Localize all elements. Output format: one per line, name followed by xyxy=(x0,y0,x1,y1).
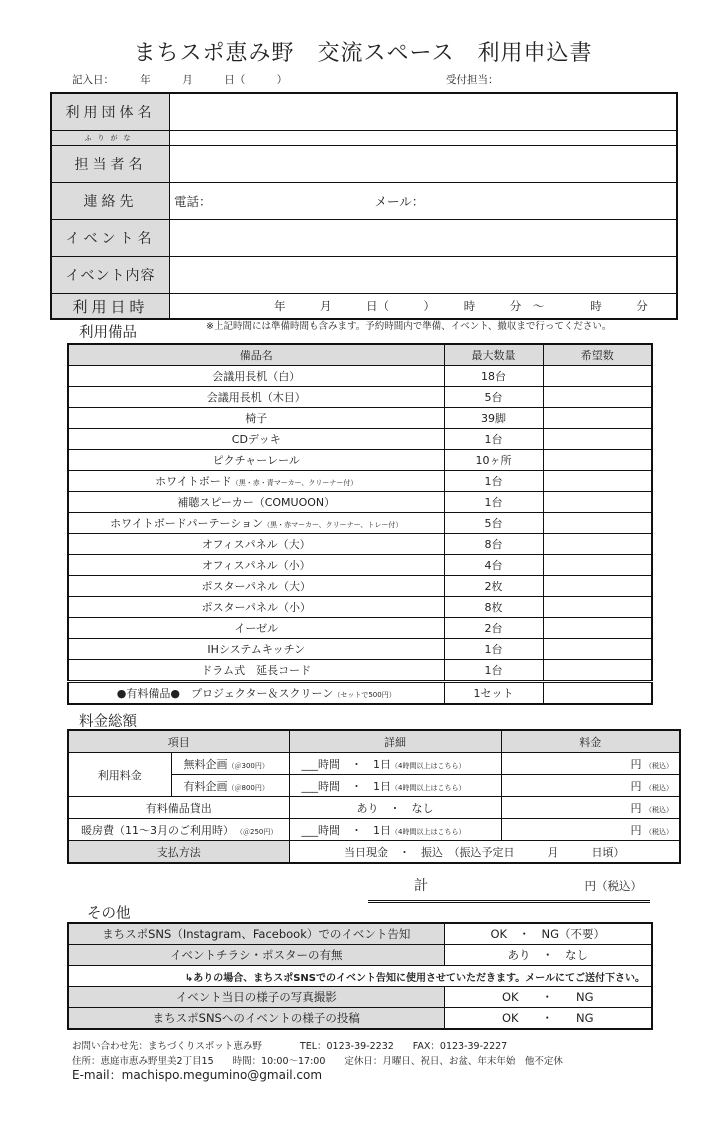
equipment-row xyxy=(68,408,652,429)
equipment-name: ポスターパネル（大） xyxy=(201,580,311,593)
phone-label: 電話： xyxy=(174,194,212,209)
use-datetime-label: 利用日時 xyxy=(51,294,170,320)
yen-unit: 円 xyxy=(630,779,642,793)
footer-email: E-mail：machispo.megumino@gmail.com xyxy=(72,1068,323,1082)
usage-fee-label: 利用料金 xyxy=(68,753,171,797)
equipment-name: 補聴スピーカー（COMUOON） xyxy=(177,496,336,509)
equipment-row xyxy=(68,471,652,492)
furigana-field[interactable] xyxy=(170,131,678,146)
equipment-name: ピクチャーレール xyxy=(212,454,300,467)
equipment-row xyxy=(68,366,652,387)
equipment-request-field[interactable] xyxy=(543,576,652,597)
fees-section-title: 料金総額 xyxy=(79,714,137,730)
other-section-title: その他 xyxy=(87,906,131,922)
equipment-name: 会議用長机（白） xyxy=(212,370,301,383)
flyer-label: イベントチラシ・ポスターの有無 xyxy=(68,945,444,966)
reception-label: 受付担当： xyxy=(446,74,499,86)
rental-choice[interactable]: あり ・ なし xyxy=(289,797,501,819)
free-plan-fee-field[interactable] xyxy=(501,753,680,775)
person-field[interactable] xyxy=(170,146,678,183)
yen-unit: 円 xyxy=(630,757,642,771)
heating-label: 暖房費（11～3月のご利用時） xyxy=(81,823,229,837)
equipment-max-qty: 4台 xyxy=(444,555,543,576)
page-title: まちスポ恵み野 交流スペース 利用申込書 xyxy=(133,41,593,66)
equipment-request-field[interactable] xyxy=(543,387,652,408)
photo-label: イベント当日の様子の写真撮影 xyxy=(68,987,444,1008)
equipment-name: ●有料備品● プロジェクター＆スクリーン xyxy=(116,687,334,700)
column-header: 項目 xyxy=(68,730,289,753)
payment-choice[interactable]: 当日現金 ・ 振込 （振込予定日 月 日頃） xyxy=(289,841,680,864)
equipment-max-qty: 1台 xyxy=(444,429,543,450)
equipment-row xyxy=(68,387,652,408)
equipment-request-field[interactable] xyxy=(543,534,652,555)
heating-hours-field[interactable] xyxy=(289,819,501,841)
total-label: 計 xyxy=(414,878,428,894)
paid-plan-label: 有料企画 xyxy=(183,779,228,793)
footer-address: 住所：恵庭市恵み野里美2丁目15 時間：10:00～17:00 定休日：月曜日、祝日、お盆、年末年始 他不定休 xyxy=(72,1056,563,1067)
equipment-max-qty: 5台 xyxy=(444,387,543,408)
equipment-name: オフィスパネル（大） xyxy=(201,538,311,551)
heating-fee-field[interactable] xyxy=(501,819,680,841)
sns-announce-choice[interactable]: OK ・ NG（不要） xyxy=(444,923,652,945)
free-plan-rate: （＠300円） xyxy=(227,761,269,770)
hours-detail: ___時間 ・ 1日 xyxy=(301,757,391,771)
equipment-row xyxy=(68,429,652,450)
total-suffix: 円（税込） xyxy=(584,879,642,893)
person-label: 担当者名 xyxy=(51,146,170,183)
footer-contact: お問い合わせ先：まちづくりスポット恵み野 TEL：0123-39-2232 FAX：0123-39-2227 xyxy=(72,1041,508,1052)
column-header: 最大数量 xyxy=(444,344,543,366)
equipment-row xyxy=(68,597,652,618)
event-content-field[interactable] xyxy=(170,257,678,294)
mail-label: メール： xyxy=(374,194,425,209)
equipment-name: ドラム式 延長コード xyxy=(201,664,312,677)
equipment-max-qty: 2台 xyxy=(444,618,543,639)
equipment-row xyxy=(68,618,652,639)
column-header: 料金 xyxy=(501,730,680,753)
equipment-request-field[interactable] xyxy=(543,471,652,492)
equipment-name: イーゼル xyxy=(234,622,279,635)
flyer-note: ↳ありの場合、まちスポSNSでのイベント告知に使用させていただきます。メールにてご送付下さい。 xyxy=(68,966,652,987)
event-name-label: イベント名 xyxy=(51,220,170,257)
equipment-request-field[interactable] xyxy=(543,618,652,639)
equipment-name: 会議用長机（木目） xyxy=(206,391,306,404)
paid-equipment-row xyxy=(68,682,652,705)
tax-note: （税込） xyxy=(645,783,673,792)
equipment-name: ポスターパネル（小） xyxy=(201,601,311,614)
hours-note: （4時間以上はこちら） xyxy=(391,783,466,792)
column-header: 希望数 xyxy=(543,344,652,366)
equipment-request-field[interactable] xyxy=(543,450,652,471)
equipment-max-qty: 10ヶ所 xyxy=(444,450,543,471)
paid-plan-fee-field[interactable] xyxy=(501,775,680,797)
payment-label: 支払方法 xyxy=(68,841,289,864)
furigana-label: ふりがな xyxy=(51,131,170,146)
equipment-max-qty: 2枚 xyxy=(444,576,543,597)
equipment-max-qty: 1台 xyxy=(444,660,543,682)
equipment-request-field[interactable] xyxy=(543,429,652,450)
rental-fee-field[interactable] xyxy=(501,797,680,819)
paid-plan-rate: （＠800円） xyxy=(227,783,269,792)
equipment-section-title: 利用備品 xyxy=(79,325,137,341)
hours-note: （4時間以上はこちら） xyxy=(391,827,466,836)
equipment-note: （セットで500円） xyxy=(333,691,396,699)
free-plan-hours-field[interactable] xyxy=(289,753,501,775)
use-datetime-field[interactable]: 年 月 日（ ） 時 分 ～ 時 分 xyxy=(170,294,678,320)
table-header-row xyxy=(68,344,652,366)
equipment-note: （黒・赤マーカー、クリーナー、トレー付） xyxy=(263,521,403,529)
equipment-table xyxy=(67,343,653,705)
rental-label: 有料備品貸出 xyxy=(68,797,289,819)
equipment-request-field[interactable] xyxy=(543,660,652,682)
equipment-max-qty: 1台 xyxy=(444,471,543,492)
equipment-row xyxy=(68,639,652,660)
equipment-row xyxy=(68,513,652,534)
equipment-name: 椅子 xyxy=(245,412,268,425)
event-content-label: イベント内容 xyxy=(51,257,170,294)
equipment-row xyxy=(68,492,652,513)
equipment-max-qty: 5台 xyxy=(444,513,543,534)
equipment-name: オフィスパネル（小） xyxy=(201,559,311,572)
equipment-request-field[interactable] xyxy=(543,555,652,576)
equipment-row xyxy=(68,660,652,682)
equipment-max-qty: 1台 xyxy=(444,639,543,660)
tax-note: （税込） xyxy=(645,827,673,836)
hours-note: （4時間以上はこちら） xyxy=(391,761,466,770)
equipment-row xyxy=(68,555,652,576)
sns-post-choice[interactable]: OK ・ NG xyxy=(444,1008,652,1030)
equipment-name: ホワイトボードパーテーション xyxy=(110,517,264,530)
tax-note: （税込） xyxy=(645,805,673,814)
equipment-name: IHシステムキッチン xyxy=(207,643,306,656)
equipment-row xyxy=(68,534,652,555)
equipment-request-field[interactable] xyxy=(543,597,652,618)
yen-unit: 円 xyxy=(630,801,642,815)
total-field[interactable] xyxy=(368,874,650,903)
contact-label: 連絡先 xyxy=(51,183,170,220)
equipment-max-qty: 1セット xyxy=(444,682,543,705)
equipment-row xyxy=(68,450,652,471)
equipment-request-field[interactable] xyxy=(543,639,652,660)
equipment-request-field[interactable] xyxy=(543,408,652,429)
equipment-note: （黒・赤・青マーカー、クリーナー付） xyxy=(231,479,358,487)
equipment-max-qty: 8台 xyxy=(444,534,543,555)
equipment-name: CDデッキ xyxy=(231,433,281,446)
hours-detail: ___時間 ・ 1日 xyxy=(301,779,391,793)
contact-field[interactable] xyxy=(170,183,678,220)
event-name-field[interactable] xyxy=(170,220,678,257)
group-name-field[interactable] xyxy=(170,93,678,131)
tax-note: （税込） xyxy=(645,761,673,770)
fees-table xyxy=(67,729,681,864)
equipment-max-qty: 39脚 xyxy=(444,408,543,429)
paid-plan-hours-field[interactable] xyxy=(289,775,501,797)
free-plan-label: 無料企画 xyxy=(183,757,228,771)
equipment-max-qty: 18台 xyxy=(444,366,543,387)
column-header: 備品名 xyxy=(68,344,444,366)
yen-unit: 円 xyxy=(630,823,642,837)
equipment-request-field[interactable] xyxy=(543,492,652,513)
equipment-row xyxy=(68,576,652,597)
entry-date: 記入日： 年 月 日（ ） xyxy=(72,74,288,86)
equipment-request-field[interactable] xyxy=(543,682,652,705)
time-note: ※上記時間には準備時間も含みます。予約時間内で準備、イベント、撤収まで行ってください。 xyxy=(206,321,612,332)
photo-choice[interactable]: OK ・ NG xyxy=(444,987,652,1008)
equipment-request-field[interactable] xyxy=(543,513,652,534)
column-header: 詳細 xyxy=(289,730,501,753)
application-form xyxy=(50,92,678,320)
flyer-choice[interactable]: あり ・ なし xyxy=(444,945,652,966)
equipment-max-qty: 8枚 xyxy=(444,597,543,618)
other-table xyxy=(67,922,653,1030)
equipment-request-field[interactable] xyxy=(543,366,652,387)
hours-detail: ___時間 ・ 1日 xyxy=(301,823,391,837)
equipment-max-qty: 1台 xyxy=(444,492,543,513)
equipment-name: ホワイトボード xyxy=(155,475,232,488)
group-name-label: 利用団体名 xyxy=(51,93,170,131)
sns-announce-label: まちスポSNS（Instagram、Facebook）でのイベント告知 xyxy=(68,923,444,945)
sns-post-label: まちスポSNSへのイベントの様子の投稿 xyxy=(68,1008,444,1030)
heating-rate: （＠250円） xyxy=(239,827,278,836)
